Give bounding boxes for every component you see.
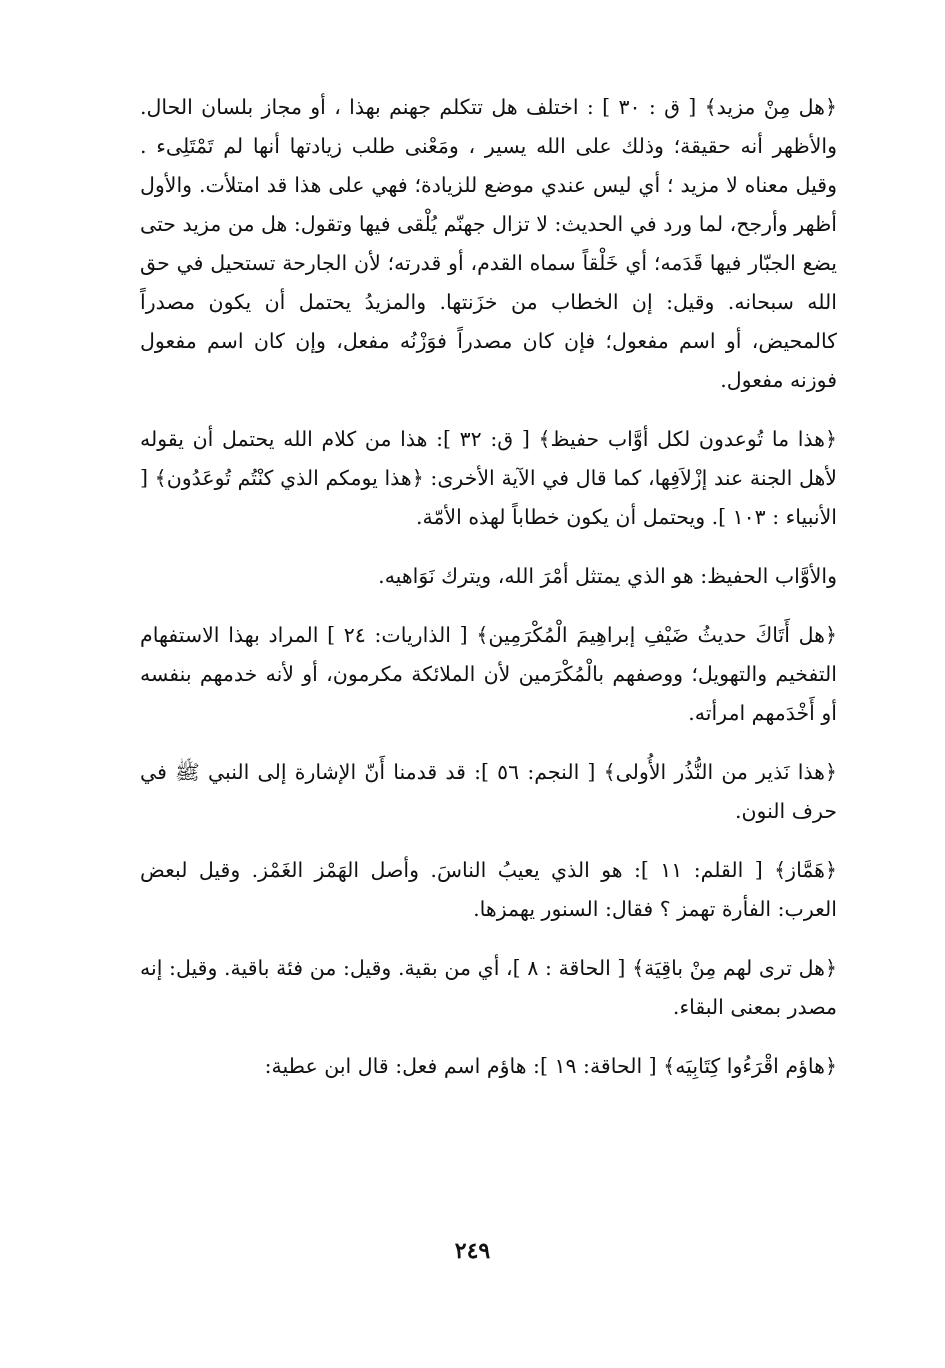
paragraph: ﴿هذا ما تُوعدون لكل أوَّاب حفيظ﴾ [ ق: ٣٢ ]: هذا من كلام الله يحتمل أن يقوله لأهل الجنة عند إزْلاَفِها، كما قال في الآية الأخرى: ﴿هذا يومكم الذي كنْتُم تُوعَدُون﴾ [ الأنبياء : ١٠٣ ]. ويحتمل أن يكون خطاباً لهذه الأمّة. (140, 427, 837, 529)
paragraph: ﴿هَمَّاز﴾ [ القلم: ١١ ]: هو الذي يعيبُ الناسَ. وأصل الهَمْز الغَمْز. وقيل لبعض العرب: الفأرة تهمز ؟ فقال: السنور يهمزها. (140, 858, 837, 921)
paragraph: ﴿هذا نَذير من النُّذُر الأُولى﴾ [ النجم: ٥٦ ]: قد قدمنا أَنّ الإشارة إلى النبي ﷺ في حرف النون. (140, 760, 837, 823)
paragraph: والأوَّاب الحفيظ: هو الذي يمتثل أمْرَ الله، ويترك نَوَاهيه. (378, 564, 837, 588)
paragraph: ﴿هاؤم اقْرَءُوا كِتَابِيَه﴾ [ الحاقة: ١٩ ]: هاؤم اسم فعل: قال ابن عطية: (264, 1054, 837, 1078)
page-number: ٢٤٩ (454, 1238, 491, 1264)
paragraph: ﴿هل مِنْ مزيد﴾ [ ق : ٣٠ ] : اختلف هل تتكلم جهنم بهذا ، أو مجاز بلسان الحال. والأظهر أنه حقيقة؛ وذلك على الله يسير ، ومَعْنى طلب زيادتها أنها لم تَمْتَلِىء . وقيل معناه لا مزيد ؛ أي ليس عندي موضع للزيادة؛ فهي على هذا قد امتلأت. والأول أظهر وأرجح، لما ورد في الحديث: لا تزال جهنّم يُلْقى فيها وتقول: هل من مزيد حتى يضع الجبّار فيها قَدَمه؛ أي خَلْقاً سماه القدم، أو قدرته؛ لأن الجارحة تستحيل في حق الله سبحانه. وقيل: إن الخطاب من خزَنتها. والمزيدُ يحتمل أن يكون مصدراً كالمحيض، أو اسم مفعول؛ فإن كان مصدراً فوَزْنُه مفعل، وإن كان اسم مفعول فوزنه مفعول. (140, 95, 837, 392)
paragraph: ﴿هل أَتَاكَ حديثُ ضَيْفِ إبراهِيمَ الْمُكْرَمِين﴾ [ الذاريات: ٢٤ ] المراد بهذا الاستفهام التفخيم والتهويل؛ ووصفهم بالْمُكْرَمين لأن الملائكة مكرمون، أو لأنه خدمهم بنفسه أو أَخْدَمهم امرأته. (140, 623, 837, 725)
page-body (140, 88, 837, 1106)
paragraph: ﴿هل ترى لهم مِنْ باقِيَة﴾ [ الحاقة : ٨ ]، أي من بقية. وقيل: من فئة باقية. وقيل: إنه مصدر بمعنى البقاء. (140, 956, 837, 1019)
